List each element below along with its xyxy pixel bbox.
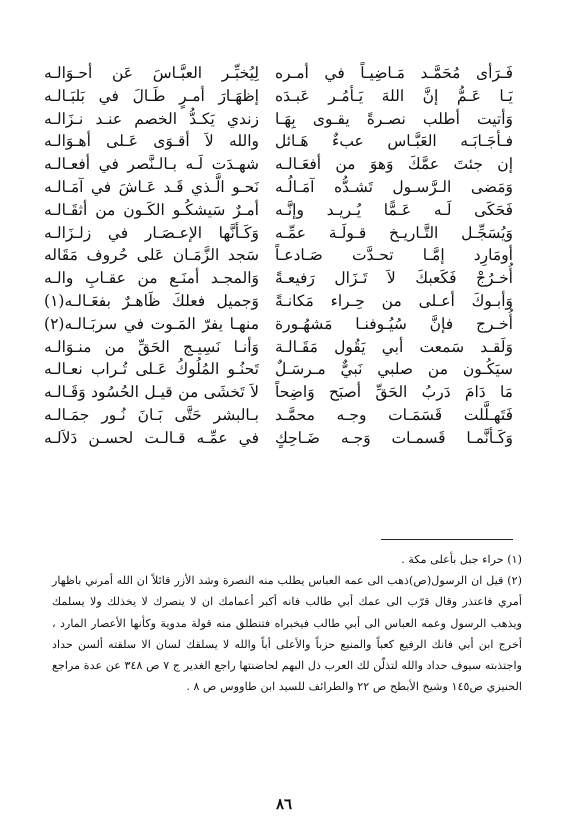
- verse-left-7: أمـرٌ سَيشكُـو الكَـون من أثقَـالـه: [44, 200, 259, 219]
- verse-left-4: والله لاَ أقـوَى عَـلى أهـوَالـه: [44, 132, 259, 151]
- verse-left-10: وَالمجـد أمنَـع من عقـابِ والـه: [44, 269, 259, 288]
- verse-right-17: وَكَـأنَّمـا قَسمـات وَجـه ضَـاحِكٍ: [275, 428, 513, 447]
- verse-right-13: وَلَقـد سَمعت أبي يَقُول مَقَـالـة: [275, 337, 513, 356]
- verse-left-17: في عمِّـه قـالـت لحسـن دَلاَلـه: [44, 428, 259, 447]
- verse-column-right: [275, 62, 513, 450]
- verse-right-9: أومَارِد إمَّـا تحـدَّت صَـادعـاً: [275, 246, 513, 265]
- verse-left-5: شهـدَت لَـه بـالـنَّصر في أفعـالـه: [44, 155, 259, 174]
- footnote-divider: [381, 539, 513, 540]
- verse-left-16: بـالبشر حَتَّى بَـانَ نُـور جمَـالـه: [44, 405, 259, 424]
- verse-right-16: فَتَهـلَّلت قَسَمَـات وجـه محمَّـد: [275, 405, 513, 424]
- footnote-1: (١) حراء جبل بأعلى مكة .: [401, 553, 522, 566]
- verse-right-8: وَيُسَجِّـل التَّـاريـخ قـولَـة عمِّـه: [275, 223, 513, 242]
- verse-right-15: مَا دَامَ دَربُ الحَقِّ أصبَح وَاضِحاً: [275, 383, 513, 402]
- page-number: ٨٦: [275, 795, 293, 813]
- verse-right-10: أُخـرُجْ فَكَعبكَ لاَ تَـزَال رَفيعـةً: [275, 269, 513, 288]
- verse-right-6: وَمَضى الـرَّسـول تَشـدُّه آمَـالُـه: [275, 177, 513, 196]
- footnote-2: (٢) قيل ان الرسول(ص)ذهب الى عمه العباس يطلب منه النصرة وشد الأزر قائلاً ان الله أمرني باظهار أمري فاعتذر وقال قرّب الى عمك أبي طالب فانه أكبر أعمامك ان لا ينصرك لا يخذلك ولا يسلمك ويذهب الرسول وعمه العباس الى أبي طالب فيخبراه فتنطلق منه قولة مدوية وكأنها الأعصار المارد ، أخرج ابن أبي فانك الرفيع كعباً والمنيع حزباً والأعلى أباً والله لا يسلقك لسان الا سلقته ألسن حداد واجتذبته سيوف حداد والله لتذلّن لك العرب ذل البهم لحاضنتها راجع الغدير ج ٧ ص ٣٤٨ عن عدة مراجع الحنيزي ص١٤٥ وشيخ الأبطح ص ٢٢ والطرائف للسيد ابن طاووس ص ٨ .: [52, 574, 522, 694]
- verse-right-5: إن جئتَ عمَّكَ وَهوَ من أفعَـالـه: [275, 155, 513, 174]
- verse-right-14: سيَكُـون من صلبي نَبيٌّ مـرسَـلٌ: [275, 360, 513, 379]
- verse-left-11: وَجميل فعلكَ ظَاهـرٌ بفعَـالـه(١): [44, 291, 259, 310]
- verse-left-15: لاَ تَخشَى من قيـل الحُسُود وَقَـالـه: [44, 383, 259, 402]
- footnotes: [52, 549, 522, 697]
- verse-left-2: إظهَـارَ أمـرٍ طَـالَ في بَلبَـالـه: [44, 86, 259, 105]
- verse-right-12: أُخـرج فإنَّ سُيُـوفنـا مَشهُـورة: [275, 314, 513, 333]
- verse-column-left: [44, 62, 259, 450]
- verse-left-6: نَحـو الَّـذي قَـد عَـاشَ في آمَـالـه: [44, 177, 259, 196]
- verse-left-13: وَأنـا نَسِيـج الحَقِّ من منـوَالـه: [44, 337, 259, 356]
- verse-right-7: فَحَكَى لَـه عَـمًّا يُـريـد وإنَّـه: [275, 200, 513, 219]
- verse-right-1: فَـرَأَى مُحَمَّـد مَـاضِيـاً في أمـره: [275, 64, 513, 82]
- verse-left-8: وَكَـأنَّها الإعـصَـار في زلـزَالـه: [44, 223, 259, 242]
- verse-right-2: يَـا عَـمُّ إنَّ اللهَ يَـأمُـر عَبـدَه: [275, 86, 513, 105]
- verse-left-1: لِيُخبِّـر العبَّـاسَ عَن أحـوَالـه: [44, 64, 259, 82]
- verse-right-3: وَأتيت أطلب نصـرةً يقـوى بِهَـا: [275, 109, 513, 128]
- verse-left-14: تَحنُـو المُلُوكُ عَـلى تُـراب نعـالـه: [44, 360, 259, 379]
- verse-right-11: وَأبـوكَ أعـلى من حِـراء مَكانـةً: [275, 291, 513, 310]
- verse-left-12: منهـا يفرّ المَـوت في سربَـالـه(٢): [44, 314, 259, 333]
- verse-left-3: زندي يَكـدُّ الخصم عنـد نـزَالـه: [44, 109, 259, 128]
- verse-left-9: سَجد الزَّمَـان عَلى حُروف مَقَاله: [44, 246, 259, 265]
- verse-right-4: فـأجَـابَـه العَبَّـاس عبءٌ هَـائل: [275, 132, 513, 151]
